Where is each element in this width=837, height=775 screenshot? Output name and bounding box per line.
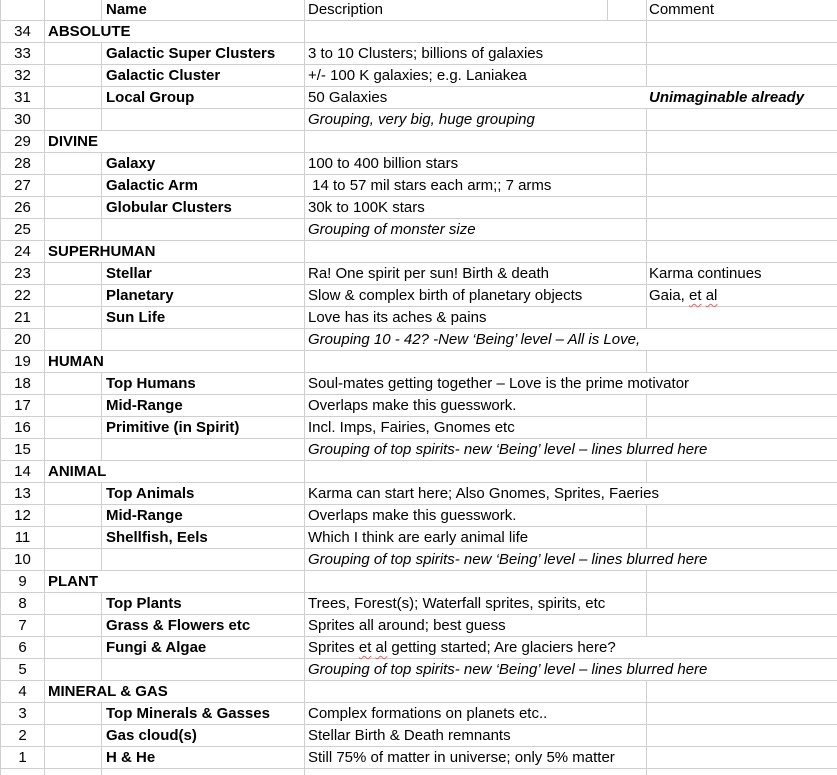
- spellcheck-squiggle: al: [375, 639, 388, 656]
- item-description-cell[interactable]: Slow & complex birth of planetary objects: [308, 287, 583, 304]
- row-number-cell[interactable]: 7: [18, 617, 27, 634]
- gridline: [304, 637, 305, 658]
- row-number-cell[interactable]: 14: [14, 463, 31, 480]
- gridline: [646, 505, 647, 526]
- item-name-cell[interactable]: Mid-Range: [106, 507, 183, 524]
- grouping-note-cell[interactable]: Grouping of top spirits- new ‘Being’ level – lines blurred here: [308, 661, 708, 678]
- gridline: [646, 285, 647, 306]
- gridline: [101, 109, 102, 130]
- gridline: [646, 725, 647, 746]
- item-name-cell[interactable]: Grass & Flowers etc: [106, 617, 251, 634]
- item-name-cell[interactable]: Planetary: [106, 287, 174, 304]
- row-number-cell[interactable]: 9: [18, 573, 27, 590]
- gridline: [646, 747, 647, 768]
- gridline: [646, 769, 647, 775]
- row-number-cell[interactable]: 18: [14, 375, 31, 392]
- gridline: [304, 65, 305, 86]
- table-row: [1, 43, 837, 65]
- gridline: [304, 747, 305, 768]
- gridline: [101, 263, 102, 284]
- gridline: [44, 571, 45, 592]
- header-row: [1, 0, 837, 21]
- gridline: [646, 703, 647, 724]
- gridline: [304, 593, 305, 614]
- gridline: [101, 637, 102, 658]
- gridline: [101, 659, 102, 680]
- grouping-note-cell[interactable]: Grouping 10 - 42? -New ‘Being’ level – All is Love,: [308, 331, 641, 348]
- item-description-cell[interactable]: Ra! One spirit per sun! Birth & death: [308, 265, 549, 282]
- column-header-comment[interactable]: Comment: [649, 1, 715, 18]
- table-row: [1, 329, 837, 351]
- table-row: [1, 351, 837, 373]
- table-row: [1, 197, 837, 219]
- item-description-cell[interactable]: 14 to 57 mil stars each arm;; 7 arms: [308, 177, 552, 194]
- gridline: [646, 615, 647, 636]
- table-row: [1, 263, 837, 285]
- table-row: [1, 417, 837, 439]
- column-header-description[interactable]: Description: [308, 1, 384, 18]
- item-description-cell[interactable]: 100 to 400 billion stars: [308, 155, 459, 172]
- item-description-cell[interactable]: Soul-mates getting together – Love is the prime motivator: [308, 375, 690, 392]
- gridline: [101, 197, 102, 218]
- table-row: [1, 527, 837, 549]
- item-name-cell[interactable]: Globular Clusters: [106, 199, 232, 216]
- row-number-cell[interactable]: 22: [14, 287, 31, 304]
- gridline: [304, 373, 305, 394]
- gridline: [44, 593, 45, 614]
- row-number-cell[interactable]: 16: [14, 419, 31, 436]
- gridline: [44, 43, 45, 64]
- gridline: [304, 461, 305, 482]
- gridline: [646, 219, 647, 240]
- row-number-cell[interactable]: 23: [14, 265, 31, 282]
- gridline: [304, 197, 305, 218]
- gridline: [304, 153, 305, 174]
- gridline: [44, 637, 45, 658]
- gridline: [44, 615, 45, 636]
- gridline: [101, 395, 102, 416]
- category-cell[interactable]: SUPERHUMAN: [48, 243, 156, 260]
- gridline: [646, 307, 647, 328]
- gridline: [101, 725, 102, 746]
- table-row: [1, 725, 837, 747]
- gridline: [304, 307, 305, 328]
- row-number-cell[interactable]: 4: [18, 683, 27, 700]
- row-number-cell[interactable]: 21: [14, 309, 31, 326]
- gridline: [44, 747, 45, 768]
- gridline: [646, 263, 647, 284]
- item-name-cell[interactable]: Local Group: [106, 89, 195, 106]
- gridline: [646, 0, 647, 20]
- table-row: [1, 153, 837, 175]
- item-description-cell[interactable]: Which I think are early animal life: [308, 529, 529, 546]
- gridline: [44, 307, 45, 328]
- table-row: [1, 87, 837, 109]
- gridline: [304, 681, 305, 702]
- gridline: [304, 505, 305, 526]
- gridline: [304, 87, 305, 108]
- item-description-cell[interactable]: +/- 100 K galaxies; e.g. Laniakea: [308, 67, 527, 84]
- gridline: [44, 87, 45, 108]
- gridline: [646, 197, 647, 218]
- gridline: [44, 769, 45, 775]
- gridline: [304, 329, 305, 350]
- table-row: [1, 747, 837, 769]
- row-number-cell[interactable]: 11: [14, 529, 31, 546]
- gridline: [44, 505, 45, 526]
- category-cell[interactable]: ABSOLUTE: [48, 23, 131, 40]
- item-description-cell[interactable]: Love has its aches & pains: [308, 309, 487, 326]
- gridline: [646, 351, 647, 372]
- gridline: [304, 417, 305, 438]
- category-cell[interactable]: HUMAN: [48, 353, 104, 370]
- table-row: [1, 175, 837, 197]
- item-name-cell[interactable]: Top Animals: [106, 485, 195, 502]
- gridline: [304, 725, 305, 746]
- partial-bottom-row: [1, 769, 837, 775]
- gridline: [304, 439, 305, 460]
- gridline: [304, 43, 305, 64]
- table-row: [1, 395, 837, 417]
- gridline: [304, 21, 305, 42]
- gridline: [304, 769, 305, 775]
- row-number-cell[interactable]: 17: [14, 397, 31, 414]
- table-row: [1, 637, 837, 659]
- item-description-cell[interactable]: Sprites et al getting started; Are glaciers here?: [308, 639, 616, 656]
- table-row: [1, 549, 837, 571]
- gridline: [607, 0, 608, 20]
- gridline: [101, 703, 102, 724]
- gridline: [646, 527, 647, 548]
- gridline: [646, 593, 647, 614]
- gridline: [44, 329, 45, 350]
- gridline: [646, 131, 647, 152]
- table-row: [1, 285, 837, 307]
- gridline: [44, 219, 45, 240]
- table-row: [1, 307, 837, 329]
- table-row: [1, 505, 837, 527]
- gridline: [44, 483, 45, 504]
- gridline: [646, 43, 647, 64]
- gridline: [646, 109, 647, 130]
- row-number-cell[interactable]: 32: [14, 67, 31, 84]
- table-row: [1, 483, 837, 505]
- gridline: [44, 681, 45, 702]
- item-name-cell[interactable]: Top Plants: [106, 595, 182, 612]
- item-description-cell[interactable]: Still 75% of matter in universe; only 5% matter: [308, 749, 615, 766]
- gridline: [101, 307, 102, 328]
- row-number-cell[interactable]: 13: [14, 485, 31, 502]
- table-row: [1, 373, 837, 395]
- item-description-cell[interactable]: Trees, Forest(s); Waterfall sprites, spirits, etc: [308, 595, 606, 612]
- item-name-cell[interactable]: H & He: [106, 749, 156, 766]
- item-name-cell[interactable]: Galaxy: [106, 155, 156, 172]
- gridline: [646, 241, 647, 262]
- gridline: [101, 175, 102, 196]
- item-name-cell[interactable]: Stellar: [106, 265, 152, 282]
- row-number-cell[interactable]: 12: [14, 507, 31, 524]
- gridline: [304, 395, 305, 416]
- row-number-cell[interactable]: 28: [14, 155, 31, 172]
- gridline: [304, 483, 305, 504]
- gridline: [304, 285, 305, 306]
- gridline: [101, 43, 102, 64]
- row-number-cell[interactable]: 29: [14, 133, 31, 150]
- row-number-cell[interactable]: 6: [18, 639, 27, 656]
- row-number-cell[interactable]: 34: [14, 23, 31, 40]
- gridline: [646, 395, 647, 416]
- item-name-cell[interactable]: Top Humans: [106, 375, 196, 392]
- item-description-cell[interactable]: 3 to 10 Clusters; billions of galaxies: [308, 45, 544, 62]
- item-description-cell[interactable]: 50 Galaxies: [308, 89, 388, 106]
- gridline: [44, 0, 45, 20]
- gridline: [44, 703, 45, 724]
- row-number-cell[interactable]: 1: [18, 749, 27, 766]
- grouping-note-cell[interactable]: Grouping of top spirits- new ‘Being’ level – lines blurred here: [308, 551, 708, 568]
- table-row: [1, 241, 837, 263]
- gridline: [101, 329, 102, 350]
- item-description-cell[interactable]: Sprites all around; best guess: [308, 617, 506, 634]
- gridline: [44, 241, 45, 262]
- item-name-cell[interactable]: Top Minerals & Gasses: [106, 705, 270, 722]
- item-description-cell[interactable]: Complex formations on planets etc..: [308, 705, 548, 722]
- gridline: [44, 659, 45, 680]
- gridline: [44, 461, 45, 482]
- gridline: [101, 593, 102, 614]
- gridline: [44, 263, 45, 284]
- gridline: [101, 615, 102, 636]
- item-name-cell[interactable]: Shellfish, Eels: [106, 529, 208, 546]
- grouping-note-cell[interactable]: Grouping of monster size: [308, 221, 476, 238]
- gridline: [646, 65, 647, 86]
- gridline: [44, 65, 45, 86]
- gridline: [44, 351, 45, 372]
- row-number-cell[interactable]: 5: [18, 661, 27, 678]
- grouping-note-cell[interactable]: Grouping of top spirits- new ‘Being’ level – lines blurred here: [308, 441, 708, 458]
- gridline: [101, 439, 102, 460]
- gridline: [101, 65, 102, 86]
- gridline: [44, 439, 45, 460]
- gridline: [44, 197, 45, 218]
- item-name-cell[interactable]: Galactic Cluster: [106, 67, 221, 84]
- item-name-cell[interactable]: Fungi & Algae: [106, 639, 207, 656]
- gridline: [304, 241, 305, 262]
- gridline: [101, 219, 102, 240]
- spellcheck-squiggle: et: [689, 287, 702, 304]
- gridline: [44, 109, 45, 130]
- gridline: [44, 417, 45, 438]
- gridline: [44, 549, 45, 570]
- grouping-note-cell[interactable]: Grouping, very big, huge grouping: [308, 111, 535, 128]
- gridline: [304, 131, 305, 152]
- gridline: [101, 747, 102, 768]
- gridline: [44, 21, 45, 42]
- gridline: [44, 527, 45, 548]
- row-number-cell[interactable]: 30: [14, 111, 31, 128]
- table-row: [1, 615, 837, 637]
- gridline: [304, 615, 305, 636]
- gridline: [304, 219, 305, 240]
- table-row: [1, 659, 837, 681]
- item-description-cell[interactable]: Overlaps make this guesswork.: [308, 397, 517, 414]
- column-header-name[interactable]: Name: [106, 1, 147, 18]
- item-comment-cell[interactable]: Karma continues: [649, 265, 762, 282]
- item-description-cell[interactable]: Overlaps make this guesswork.: [308, 507, 517, 524]
- gridline: [304, 109, 305, 130]
- row-number-cell[interactable]: 31: [14, 89, 31, 106]
- table-row: [1, 681, 837, 703]
- table-row: [1, 21, 837, 43]
- row-number-cell[interactable]: 33: [14, 45, 31, 62]
- table-row: [1, 461, 837, 483]
- category-cell[interactable]: MINERAL & GAS: [48, 683, 168, 700]
- item-comment-cell[interactable]: Gaia, et al: [649, 287, 718, 304]
- row-number-cell[interactable]: 15: [14, 441, 31, 458]
- gridline: [101, 417, 102, 438]
- item-description-cell[interactable]: Incl. Imps, Fairies, Gnomes etc: [308, 419, 515, 436]
- gridline: [304, 263, 305, 284]
- table-row: [1, 219, 837, 241]
- spellcheck-squiggle: et: [358, 639, 372, 656]
- gridline: [44, 175, 45, 196]
- item-description-cell[interactable]: Karma can start here; Also Gnomes, Sprites, Faeries: [308, 485, 659, 502]
- gridline: [101, 87, 102, 108]
- gridline: [304, 571, 305, 592]
- item-name-cell[interactable]: Galactic Arm: [106, 177, 198, 194]
- row-number-cell[interactable]: 8: [18, 595, 27, 612]
- table-row: [1, 571, 837, 593]
- gridline: [646, 21, 647, 42]
- gridline: [304, 0, 305, 20]
- gridline: [101, 527, 102, 548]
- gridline: [44, 725, 45, 746]
- item-name-cell[interactable]: Primitive (in Spirit): [106, 419, 240, 436]
- table-row: [1, 439, 837, 461]
- table-body: [1, 21, 837, 769]
- row-number-cell[interactable]: 20: [14, 331, 31, 348]
- table-row: [1, 593, 837, 615]
- gridline: [44, 153, 45, 174]
- row-number-cell[interactable]: 25: [14, 221, 31, 238]
- gridline: [101, 373, 102, 394]
- item-name-cell[interactable]: Gas cloud(s): [106, 727, 197, 744]
- spellcheck-squiggle: al: [705, 287, 718, 304]
- item-description-cell[interactable]: Stellar Birth & Death remnants: [308, 727, 511, 744]
- table-row: [1, 109, 837, 131]
- gridline: [101, 483, 102, 504]
- row-number-cell[interactable]: 19: [14, 353, 31, 370]
- row-number-cell[interactable]: 2: [18, 727, 27, 744]
- item-name-cell[interactable]: Mid-Range: [106, 397, 183, 414]
- gridline: [304, 527, 305, 548]
- gridline: [646, 153, 647, 174]
- gridline: [44, 373, 45, 394]
- category-cell[interactable]: PLANT: [48, 573, 98, 590]
- row-number-cell[interactable]: 26: [14, 199, 31, 216]
- table-row: [1, 65, 837, 87]
- item-comment-cell[interactable]: Unimaginable already: [649, 89, 805, 106]
- gridline: [646, 681, 647, 702]
- gridline: [101, 549, 102, 570]
- gridline: [101, 505, 102, 526]
- gridline: [101, 0, 102, 20]
- table-row: [1, 131, 837, 153]
- gridline: [101, 769, 102, 775]
- row-number-cell[interactable]: 24: [14, 243, 31, 260]
- gridline: [101, 285, 102, 306]
- category-cell[interactable]: DIVINE: [48, 133, 99, 150]
- gridline: [646, 461, 647, 482]
- category-cell[interactable]: ANIMAL: [48, 463, 107, 480]
- gridline: [304, 351, 305, 372]
- gridline: [304, 549, 305, 570]
- gridline: [646, 417, 647, 438]
- row-number-cell[interactable]: 10: [14, 551, 31, 568]
- gridline: [646, 571, 647, 592]
- table-row: [1, 703, 837, 725]
- gridline: [101, 153, 102, 174]
- gridline: [646, 175, 647, 196]
- gridline: [304, 659, 305, 680]
- item-description-cell[interactable]: 30k to 100K stars: [308, 199, 425, 216]
- item-name-cell[interactable]: Sun Life: [106, 309, 166, 326]
- gridline: [44, 131, 45, 152]
- row-number-cell[interactable]: 27: [14, 177, 31, 194]
- gridline: [44, 285, 45, 306]
- gridline: [304, 703, 305, 724]
- gridline: [44, 395, 45, 416]
- row-number-cell[interactable]: 3: [18, 705, 27, 722]
- item-name-cell[interactable]: Galactic Super Clusters: [106, 45, 276, 62]
- gridline: [304, 175, 305, 196]
